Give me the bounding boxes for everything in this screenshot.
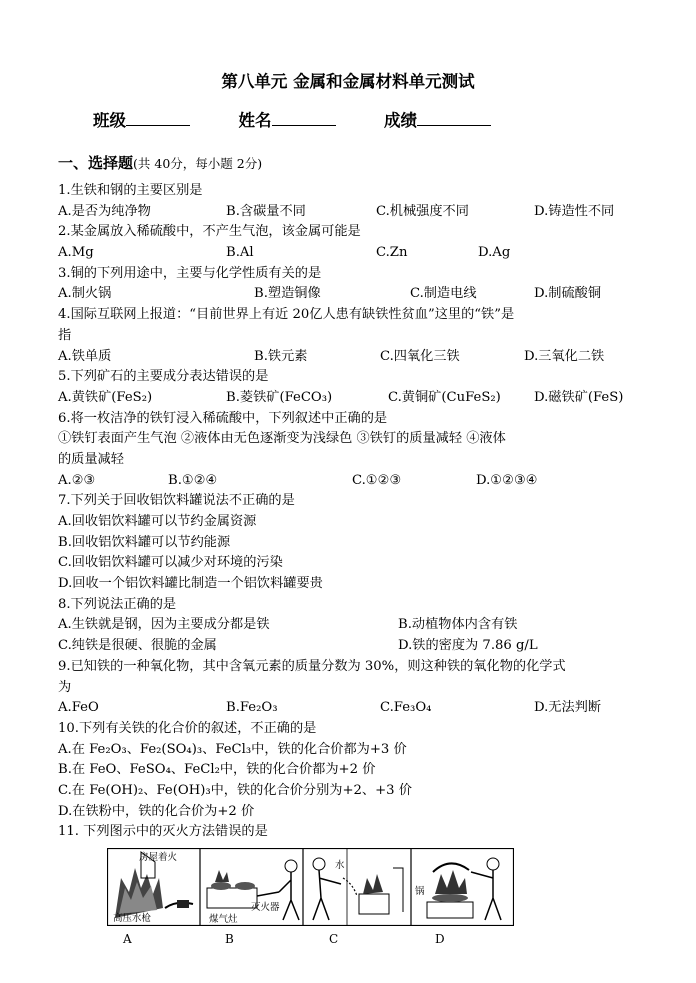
figure-option-d[interactable]: D bbox=[435, 932, 445, 946]
page-title: 第八单元 金属和金属材料单元测试 bbox=[221, 72, 475, 91]
option-row bbox=[58, 202, 648, 223]
option-b[interactable]: B.菱铁矿(FeCO₃) bbox=[226, 389, 333, 405]
name-blank[interactable] bbox=[272, 110, 336, 126]
question-stem: 10.下列有关铁的化合价的叙述，不正确的是 bbox=[58, 720, 317, 736]
score-blank[interactable] bbox=[417, 110, 491, 126]
section-note: (共 40分，每小题 2分) bbox=[133, 156, 263, 171]
question-stem: 8.下列说法正确的是 bbox=[58, 596, 177, 612]
statement-list-cont: 的质量减轻 bbox=[58, 451, 124, 467]
score-label: 成绩 bbox=[384, 111, 417, 130]
question-stem: 1.生铁和钢的主要区别是 bbox=[58, 183, 203, 198]
option-a[interactable]: A.FeO bbox=[58, 700, 99, 716]
option-a[interactable]: A.回收铝饮料罐可以节约金属资源 bbox=[58, 514, 257, 529]
option-row bbox=[58, 636, 648, 657]
option-d[interactable]: D.三氧化二铁 bbox=[524, 348, 605, 364]
option-d[interactable]: D.在铁粉中，铁的化合价为+2 价 bbox=[58, 803, 255, 819]
option-a[interactable]: A.是否为纯净物 bbox=[58, 203, 151, 219]
student-info-row bbox=[93, 107, 653, 131]
option-c[interactable]: C.Zn bbox=[376, 245, 408, 261]
name-label: 姓名 bbox=[238, 111, 272, 130]
figure-option-labels bbox=[107, 932, 537, 950]
option-a[interactable]: A.铁单质 bbox=[58, 348, 112, 364]
option-b[interactable]: B.含碳量不同 bbox=[226, 203, 306, 219]
figure-option-c[interactable]: C bbox=[329, 932, 339, 946]
option-c[interactable]: C.在 Fe(OH)₂、Fe(OH)₃中，铁的化合价分别为+2、+3 价 bbox=[58, 782, 412, 798]
question-stem: 9.已知铁的一种氧化物，其中含氧元素的质量分数为 30%，则这种铁的氧化物的化学式 bbox=[58, 658, 566, 674]
pot-label: 锅 bbox=[415, 886, 425, 897]
house-fire-label: 房屋着火 bbox=[139, 852, 178, 863]
option-a[interactable]: A.Mg bbox=[58, 245, 94, 261]
option-row bbox=[58, 243, 648, 264]
option-a[interactable]: A.制火锅 bbox=[58, 286, 112, 302]
option-b[interactable]: B.铁元素 bbox=[254, 348, 308, 364]
question-stem: 6.将一枚洁净的铁钉浸入稀硫酸中，下列叙述中正确的是 bbox=[58, 410, 388, 426]
class-label: 班级 bbox=[93, 111, 126, 130]
water-label: 水 bbox=[335, 860, 345, 871]
class-blank[interactable] bbox=[126, 110, 190, 126]
option-c[interactable]: C.Fe₃O₄ bbox=[380, 700, 432, 716]
option-d[interactable]: D.铁的密度为 7.86 g/L bbox=[398, 638, 538, 654]
question-stem-cont: 指 bbox=[58, 327, 72, 343]
option-row bbox=[58, 347, 648, 368]
option-b[interactable]: B.Al bbox=[226, 245, 254, 261]
water-gun-label: 高压水枪 bbox=[113, 913, 152, 924]
extinguisher-label: 灭火器 bbox=[251, 902, 280, 913]
question-stem-cont: 为 bbox=[58, 679, 72, 695]
statement-list: ①铁钉表面产生气泡 ②液体由无色逐渐变为浅绿色 ③铁钉的质量减轻 ④液体 bbox=[58, 431, 506, 447]
option-b[interactable]: B.塑造铜像 bbox=[254, 286, 321, 302]
option-row bbox=[58, 388, 648, 409]
question-stem: 7.下列关于回收铝饮料罐说法不正确的是 bbox=[58, 493, 295, 509]
option-a[interactable]: A.在 Fe₂O₃、Fe₂(SO₄)₃、FeCl₃中，铁的化合价都为+3 价 bbox=[58, 741, 407, 757]
option-b[interactable]: B.①②④ bbox=[168, 472, 218, 488]
question-stem: 4.国际互联网上报道：“目前世界上有近 20亿人患有缺铁性贫血”这里的“铁”是 bbox=[58, 307, 515, 323]
option-c[interactable]: C.回收铝饮料罐可以减少对环境的污染 bbox=[58, 555, 283, 571]
option-a[interactable]: A.生铁就是钢，因为主要成分都是铁 bbox=[58, 617, 270, 633]
figure-option-b[interactable]: B bbox=[225, 932, 234, 946]
option-b[interactable]: B.动植物体内含有铁 bbox=[398, 617, 518, 633]
option-c[interactable]: C.①②③ bbox=[352, 472, 402, 488]
question-stem: 5.下列矿石的主要成分表达错误的是 bbox=[58, 369, 269, 385]
option-row bbox=[58, 284, 648, 305]
option-row bbox=[58, 698, 648, 719]
option-d[interactable]: D.①②③④ bbox=[476, 472, 538, 488]
option-row bbox=[58, 471, 648, 492]
option-d[interactable]: D.Ag bbox=[478, 245, 511, 261]
option-c[interactable]: C.制造电线 bbox=[410, 286, 477, 302]
question-stem: 2.某金属放入稀硫酸中，不产生气泡，该金属可能是 bbox=[58, 224, 361, 240]
option-b[interactable]: B.回收铝饮料罐可以节约能源 bbox=[58, 534, 231, 550]
option-b[interactable]: B.在 FeO、FeSO₄、FeCl₂中，铁的化合价都为+2 价 bbox=[58, 762, 376, 778]
gas-stove-label: 煤气灶 bbox=[209, 914, 238, 925]
option-row bbox=[58, 615, 648, 636]
option-c[interactable]: C.黄铜矿(CuFeS₂) bbox=[388, 389, 501, 405]
option-d[interactable]: D.制硫酸铜 bbox=[534, 286, 602, 302]
questions bbox=[58, 181, 648, 843]
option-c[interactable]: C.四氧化三铁 bbox=[380, 348, 460, 364]
section-title: 一、选择题 bbox=[58, 154, 134, 172]
figure-option-a[interactable]: A bbox=[123, 932, 132, 946]
section-heading bbox=[58, 152, 262, 173]
question-stem: 11. 下列图示中的灭火方法错误的是 bbox=[58, 824, 268, 840]
option-d[interactable]: D.磁铁矿(FeS) bbox=[534, 389, 624, 405]
option-d[interactable]: D.无法判断 bbox=[534, 700, 602, 716]
option-b[interactable]: B.Fe₂O₃ bbox=[226, 700, 278, 716]
option-c[interactable]: C.纯铁是很硬、很脆的金属 bbox=[58, 638, 217, 654]
option-a[interactable]: A.②③ bbox=[58, 472, 96, 488]
option-a[interactable]: A.黄铁矿(FeS₂) bbox=[58, 389, 153, 405]
fire-extinguishing-figure bbox=[107, 848, 514, 926]
question-stem: 3.铜的下列用途中，主要与化学性质有关的是 bbox=[58, 265, 322, 281]
option-d[interactable]: D.铸造性不同 bbox=[534, 203, 615, 219]
option-c[interactable]: C.机械强度不同 bbox=[376, 203, 469, 219]
option-d[interactable]: D.回收一个铝饮料罐比制造一个铝饮料罐要贵 bbox=[58, 576, 323, 592]
